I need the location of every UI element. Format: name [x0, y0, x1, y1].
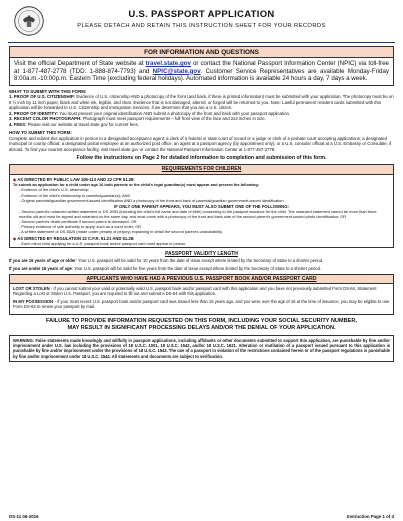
info-text-3: . Customer Service Representatives are available Monday-Friday 8:00a.m.-10:00p.m. Eastern Time (excluding federal holidays). Automated information is available 24 hours a day, 7 days a week. — [14, 67, 389, 83]
validity-heading: PASSPORT VALIDITY LENGTH — [165, 251, 238, 258]
diamond-icon: ◆ — [13, 235, 18, 241]
submit-item-text: Please visit our website at travel.state.gov for current fees. — [26, 121, 139, 127]
validity-minor — [9, 266, 394, 271]
public-law-title: AS DIRECTED BY PUBLIC LAW 106-113 AND 22 CFR 51.28: — [17, 176, 135, 182]
what-to-submit-title: WHAT TO SUBMIT WITH THIS FORM: — [9, 88, 87, 94]
validity-section — [9, 258, 394, 271]
submit-item-text: You must present your original identification AND submit a photocopy of the front and back with your passport application. — [58, 110, 291, 116]
submit-item — [9, 122, 394, 128]
submit-item-label: 2. PROOF OF IDENTITY: — [9, 110, 59, 116]
regulation-text: - Each minor child applying for a U.S. passport book and/or passport card must appear in person. — [19, 241, 187, 246]
submit-item-label: 1. PROOF OF U.S. CITIZENSHIP: — [9, 94, 76, 100]
what-to-submit-section — [9, 89, 394, 128]
info-text-2: or contact the National Passport Information Center (NPIC) via toll-free at 1-877-487-2778 (TDD: 1-888-874-7793) and — [14, 60, 389, 75]
page-header — [6, 4, 397, 42]
lost-or-stolen-label: LOST OR STOLEN — [13, 285, 50, 291]
list-item: - Original parental/guardian government-issued identification AND a photocopy of the front and back of parental/guardian government-issued identification. — [19, 197, 285, 203]
validity-adult-label: If you are 16 years of age or older — [9, 258, 76, 264]
submit-item-label: 3. RECENT COLOR PHOTOGRAPH: — [9, 116, 82, 122]
diamond-icon: ◆ — [13, 176, 18, 182]
in-my-possession — [13, 299, 390, 310]
in-my-possession-label: IN MY POSSESSION — [13, 298, 54, 304]
list-item: - Second parent's death certificate if second parent is deceased; OR — [19, 219, 137, 225]
lost-or-stolen — [13, 286, 390, 297]
warning-box: WARNING: False statements made knowingly and willfully in passport applications, including affidavits or other documents submitted to support this application, are punishable by fine and/or imprisonment under U.S. law including the provisions of 18 U.S.C. 1001, 18 U.S.C. 1542, and/or 18 U.S.C. 1621. Alteration or mutilation of a passport issued pursuant to this application is punishable by fine and/or imprisonment under the provisions of 18 U.S.C. 1543. The use of a passport in violation of the restrictions contained herein or of the passport regulations is punishable by fine and/or imprisonment under 18 U.S.C. 1544. All statements and documents are subject to verification. — [9, 335, 394, 362]
previous-passport-box — [9, 274, 394, 315]
list-item: - Evidence of the child's U.S. citizenship; — [19, 187, 89, 193]
info-text-1: Visit the official Department of State website at — [14, 60, 146, 67]
how-to-submit-text: Complete and submit this application in person to a designated acceptance agent: a clerk of a federal or state court of record or a judge or clerk of a probate court accepting applications; a designated municipal or county official; a designated postal employee at an authorized post office; an agent at a passport agency (by appointment only); or a U.S. consular official at a U.S. Embassy or Consulate, if abroad. To find your nearest acceptance facility, visit travel.state.gov or contact the National Passport Information Center at 1-877-487-2778. — [9, 135, 392, 152]
regulation-title: AS DIRECTED BY REGULATION 22 C.F.R. 51.21 AND 51.28: — [17, 235, 135, 241]
info-box — [9, 46, 394, 86]
children-body — [10, 175, 393, 247]
validity-minor-label: If you are under 16 years of age — [9, 265, 72, 271]
follow-instructions-note: Follow the instructions on Page 2 for detailed information to completion and submission of this form. — [76, 155, 327, 162]
validity-adult-text: : Your U.S. passport will be valid for 10 years from the date of issue except where limited by the Secretary of State to a shorter period. — [75, 258, 324, 264]
failure-notice — [6, 318, 397, 332]
page-title: U.S. PASSPORT APPLICATION — [128, 9, 275, 20]
info-body — [10, 58, 393, 85]
page-number: Instruction Page 1 of 4 — [346, 514, 394, 519]
info-heading: FOR INFORMATION AND QUESTIONS — [10, 47, 393, 58]
list-item: - Primary evidence of sole authority to apply, such as a court order; OR — [19, 224, 142, 230]
page-subtitle: PLEASE DETACH AND RETAIN THIS INSTRUCTION SHEET FOR YOUR RECORDS — [77, 23, 326, 29]
header-divider — [8, 42, 395, 43]
submit-item — [9, 94, 394, 111]
in-my-possession-text: - If your most recent U.S. passport book and/or passport card was issued less than 15 years ago, and you were over the age of 16 at the time of issuance, you may be eligible to use Form DS-82 to renew your passport by mail. — [13, 298, 390, 310]
submit-item-text: Evidence of U.S. citizenship AND a photocopy of the front (and back, if there is printed information) must be submitted with your application. The photocopy must be on 8 ½ inch by 11 inch paper, black and white ink, legible, and clear. Evidence that is not damaged, altered, or forged will be returned to you. Note: Lawful permanent resident cards submitted with this application will be forwarded to U.S. Citizenship and Immigration Services, if we determine that you are a U.S. citizen. — [9, 94, 394, 111]
both-parents-line: To submit an application for a child under age 16 both parents or the child's legal guardian(s) must appear and present the following: — [13, 182, 259, 188]
validity-minor-text: : Your U.S. passport will be valid for five years from the date of issue except where limited by the Secretary of State to a shorter period. — [71, 265, 322, 271]
validity-adult — [9, 258, 394, 263]
children-requirements-box — [9, 164, 394, 248]
list-item: - A written statement or DS-5525 (made under penalty of perjury) explaining in detail the second parent's unavailability. — [19, 229, 223, 235]
previous-passport-body — [10, 284, 393, 314]
failure-line-2: MAY RESULT IN SIGNIFICANT PROCESSING DELAYS AND/OR THE DENIAL OF YOUR APPLICATION. — [67, 324, 336, 331]
children-heading: REQUIREMENTS FOR CHILDREN — [10, 165, 393, 175]
submit-item-text: Photograph must meet passport requirements – full front view of the face and 2x2 inches in size. — [81, 116, 266, 122]
travel-state-gov-link[interactable]: travel.state.gov — [145, 60, 191, 67]
how-to-submit-title: HOW TO SUBMIT THIS FORM: — [9, 130, 72, 136]
list-item: - Second parent's notarized written statement or DS-3053 (including the child's full name and date of birth) consenting to the passport issuance for the child. The notarized statement cannot be more than three months old and must be signed and notarized on the same day, and must come with a photocopy of the front and back side of the second parent's government-issued photo identification; OR — [19, 209, 377, 220]
previous-passport-heading: APPLICANTS WHO HAVE HAD A PREVIOUS U.S. PASSPORT BOOK AND/OR PASSPORT CARD — [10, 275, 393, 284]
one-parent-heading: IF ONLY ONE PARENT APPEARS, YOU MUST ALSO SUBMIT ONE OF THE FOLLOWING: — [114, 203, 289, 209]
failure-line-1: FAILURE TO PROVIDE INFORMATION REQUESTED ON THIS FORM, INCLUDING YOUR SOCIAL SECURITY NUMBER, — [46, 317, 357, 324]
list-item: - Evidence of the child's relationship to parents/guardian(s); AND — [19, 192, 131, 198]
how-to-submit-section — [9, 130, 394, 152]
npic-email-link[interactable]: NPIC@state.gov — [152, 67, 201, 75]
submit-item-label: 4. FEES: — [9, 121, 27, 127]
lost-or-stolen-text: - If you cannot submit your valid or potentially valid U.S. passport book and/or passport card with this application and you have not previously submitted Form DS-64, Statement Regarding a Lost or Stolen U.S. Passport, you are required to fill out and submit a DS-64 with this application. — [13, 285, 377, 297]
form-id: DS-11 06-2016 — [9, 514, 39, 519]
